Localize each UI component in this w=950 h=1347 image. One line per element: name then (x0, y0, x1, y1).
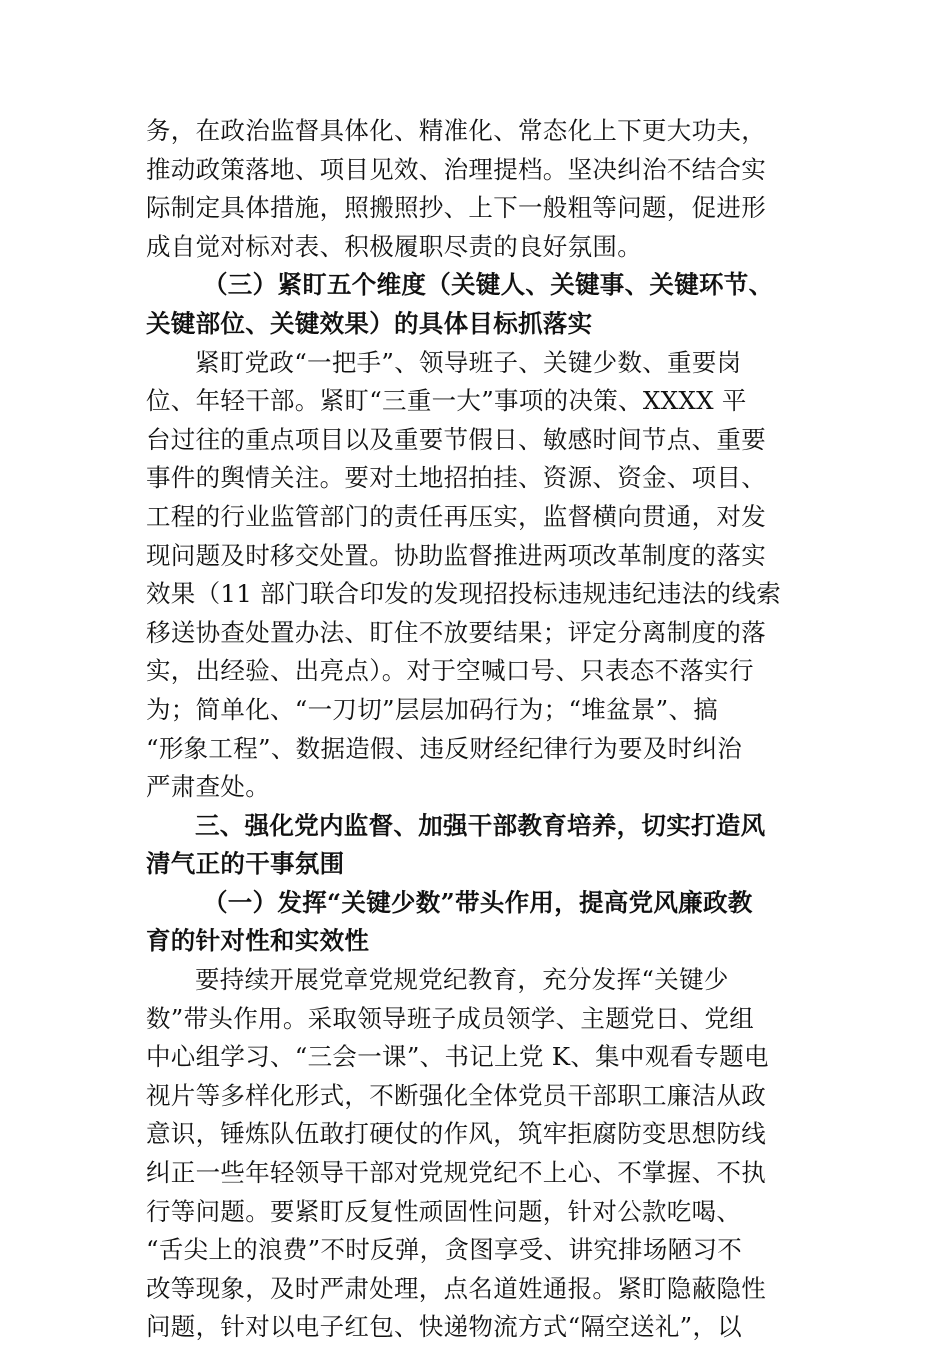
body-line: 问题，针对以电子红包、快递物流方式“隔空送礼”，以 (146, 1312, 743, 1342)
subheading-line: 育的针对性和实效性 (146, 926, 370, 956)
body-line: 视片等多样化形式，不断强化全体党员干部职工廉洁从政 (146, 1080, 766, 1110)
subheading-line: 关键部位、关键效果）的具体目标抓落实 (146, 308, 593, 338)
body-line: 为；简单化、“一刀切”层层加码行为；“堆盆景”、搞 (146, 694, 719, 724)
body-line: 工程的行业监管部门的责任再压实，监督横向贯通，对发 (146, 501, 766, 531)
body-line: 位、年轻干部。紧盯“三重一大”事项的决策、XXXX 平 (146, 386, 747, 416)
body-line: 台过往的重点项目以及重要节假日、敏感时间节点、重要 (146, 424, 766, 454)
body-line: 成自觉对标对表、积极履职尽责的良好氛围。 (146, 231, 642, 261)
body-line: 推动政策落地、项目见效、治理提档。坚决纠治不结合实 (146, 154, 766, 184)
body-line: 际制定具体措施，照搬照抄、上下一般粗等问题，促进形 (146, 193, 766, 223)
body-line: 行等问题。要紧盯反复性顽固性问题，针对公款吃喝、 (146, 1196, 742, 1226)
body-line: 改等现象，及时严肃处理，点名道姓通报。紧盯隐蔽隐性 (146, 1273, 766, 1303)
body-line: 严肃查处。 (146, 772, 270, 802)
body-line: 务，在政治监督具体化、精准化、常态化上下更大功夫， (146, 116, 766, 145)
body-line: 移送协查处置办法、盯住不放要结果；评定分离制度的落 (146, 617, 766, 647)
subheading-line: （三）紧盯五个维度（关键人、关键事、关键环节、 (203, 270, 774, 300)
body-line: 中心组学习、“三会一课”、书记上党 K、集中观看专题电 (146, 1042, 769, 1072)
body-line: 效果（11 部门联合印发的发现招投标违规违纪违法的线索 (146, 579, 782, 609)
body-line: 意识，锤炼队伍敢打硬仗的作风，筑牢拒腐防变思想防线 (146, 1119, 766, 1149)
body-line: 纠正一些年轻领导干部对党规党纪不上心、不掌握、不执 (146, 1158, 766, 1188)
body-line: 数”带头作用。采取领导班子成员领学、主题党日、党组 (146, 1003, 755, 1033)
body-line: 实，出经验、出亮点）。对于空喊口号、只表态不落实行 (146, 656, 754, 686)
subheading-line: （一）发挥“关键少数”带头作用，提高党风廉政教 (203, 887, 753, 917)
section-heading-line: 清气正的干事氛围 (146, 849, 345, 879)
body-line: 紧盯党政“一把手”、领导班子、关键少数、重要岗 (195, 347, 742, 377)
document-page (146, 112, 810, 1347)
section-heading-line: 三、强化党内监督、加强干部教育培养，切实打造风 (195, 810, 766, 840)
body-line: “舌尖上的浪费”不时反弹，贪图享受、讲究排场陋习不 (146, 1235, 743, 1265)
body-line: 现问题及时移交处置。协助监督推进两项改革制度的落实 (146, 540, 766, 570)
body-line: 要持续开展党章党规党纪教育，充分发挥“关键少 (195, 965, 729, 995)
body-line: “形象工程”、数据造假、违反财经纪律行为要及时纠治 (146, 733, 743, 763)
body-line: 事件的舆情关注。要对土地招拍挂、资源、资金、项目、 (146, 463, 766, 493)
